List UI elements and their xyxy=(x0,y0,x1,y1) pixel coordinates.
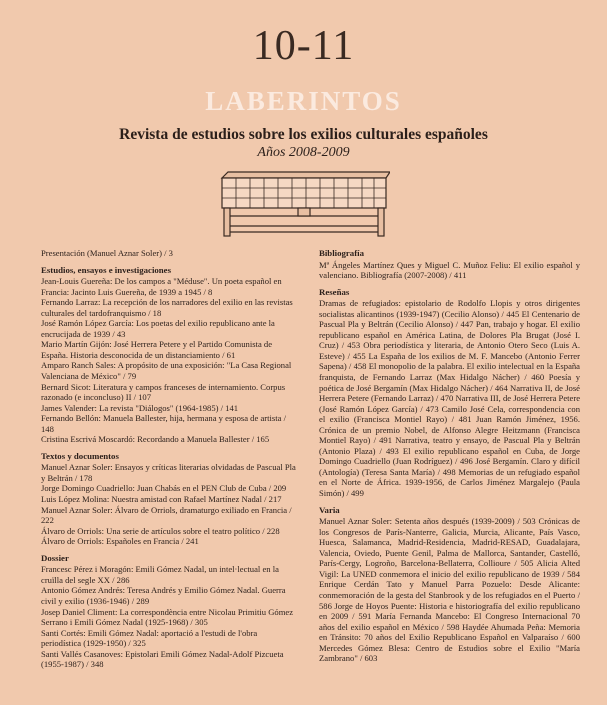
list-item: Josep Daniel Climent: La correspondència entre Nicolau Primitiu Gómez Serrano i Emili Gómez Nadal (1925-1968) / 305 xyxy=(41,606,294,628)
journal-subtitle: Revista de estudios sobre los exilios culturales españoles xyxy=(119,126,488,143)
list-item: Fernando Larraz: La recepción de los narradores del exilio en las revistas culturales del tardofranquismo / 18 xyxy=(41,297,293,318)
list-item: Manuel Aznar Soler: Álvaro de Orriols, dramaturgo exiliado en Francia / 222 xyxy=(41,504,292,526)
list-item: Álvaro de Orriols: Una serie de artículos sobre el teatro político / 228 xyxy=(41,525,280,536)
list-item: Santi Cortés: Emili Gómez Nadal: aportació a l'estudi de l'obra periodística (1929-1950) / 325 xyxy=(41,627,258,649)
list-item: Antonio Gómez Andrés: Teresa Andrés y Emilio Gómez Nadal. Guerra civil y exilio (1936-1946) / 289 xyxy=(41,585,286,606)
list-item: Dramas de refugiados: epistolario de Rodolfo Llopis y otros dirigentes socialistas alicantinos (1939-1947) (Cecilio Alonso) / 445 El Centenario de Pascual Pla y Beltrán (Cecilio Alonso) / 447 Pan, trabajo y hogar. El exilio republicano español en América Latina, de Dolores Pla Brugat (José I. Cruz) / 453 Obra periodística y literaria, de Antonio Otero Seco (Luis A. Esteve) / 455 La España de los exilios de M. F. Mancebo (Antonio Ferrer Sapena) / 458 El monopolio de la palabra. El exilio intelectual en la España franquista, de Fernando Larraz (Max Hidalgo Nácher) / 460 Poesía y poética de José Bergamín (Max Hidalgo Nácher) / 464 Narrativa II, de José Herrera Petere (Fernando Larraz) / 470 Narrativa III, de José Herrera Petere (José Ramón López García) / 473 Camilo José Cela, correspondencia con el exilio (Francisca Montiel Rayo) / 481 Juan Ramón Jiménez, 1956. Crónica de un premio Nobel, de Alfonso Alegre Heitzmann (Francisca Montiel Rayo) / 491 Narrativa, teatro y ensayo, de Pascual Pla y Beltrán (Antonio Plaza) / 493 El exilio republicano español en Cuba, de Jorge Domingo Cuadriello (Juan Rodríguez) / 496 José Bergamín. Claro y difícil (Antología) (Teresa Santa María) / 498 Memorias de un refugiado español en el Norte de África. 1939-1956, de Carlos Jiménez Margalejo (Paula Simón) / 499 xyxy=(319,298,581,499)
list-item: Cristina Escrivá Moscardó: Recordando a Manuela Ballester / 165 xyxy=(41,434,270,445)
journal-years: Años 2008-2009 xyxy=(257,145,350,160)
list-item: Amparo Ranch Sales: A propósito de una exposición: "La Casa Regional Valenciana de México" / 79 xyxy=(41,360,292,382)
list-item: James Valender: La revista "Diálogos" (1964-1985) / 141 xyxy=(41,402,239,413)
list-item: Manuel Aznar Soler: Setenta años después (1939-2009) / 503 Crónicas de los Congresos de París-Nanterre, Galicia, Murcia, Alicante, País Vasco, Huesca, Salamanca, Madrid-Residencia, Madrid-RESAD, Guadalajara, Valencia, Oviedo, Puente Genil, Palma de Mallorca, Santander, Castelló, París-Cergy, Logroño, Barcelona-Bellaterra, Collioure / 505 Alicia Alted Vigil: La UNED conmemora el inicio del exilio republicano de 1939 / 584 Enrique Cerdán Tato y Manuel Parra Pozuelo: Desde Alicante: conmemoración de la gesta del Stanbrook y de los refugiados en el Puerto / 586 Jorge de Hoyos Puente: Historia e historiografía del exilio republicano en 2009 / 591 María Fernanda Mancebo: El Congreso Internacional 70 años del exilio español en México / 598 Haydée Ahumada Peña: Memoria en Tránsito: 70 años del Exilio Republicano Español en Valparaíso / 600 Mercedes Gómez Blesa: Centro de Estudios sobre el Exilio "María Zambrano" / 603 xyxy=(319,516,580,664)
right-column xyxy=(319,248,580,664)
list-item: Mario Martín Gijón: José Herrera Petere y el Partido Comunista de España. Historia desconocida de un distanciamiento / 61 xyxy=(41,339,273,360)
library-shelf-illustration-icon xyxy=(218,170,390,238)
presentation-entry: Presentación (Manuel Aznar Soler) / 3 xyxy=(41,248,173,258)
list-item: Álvaro de Orriols: Españoles en Francia / 241 xyxy=(41,536,199,547)
list-item: José Ramón López García: Los poetas del exilio republicano ante la encrucijada de 1939 / 43 xyxy=(41,318,275,339)
journal-title: LABERINTOS xyxy=(205,86,402,116)
list-item: Jorge Domingo Cuadriello: Juan Chabás en el PEN Club de Cuba / 209 xyxy=(41,483,287,494)
list-item: Francesc Pérez i Moragón: Emili Gómez Nadal, un intel·lectual en la cruïlla del segle XX / 286 xyxy=(41,564,279,585)
list-item: Santi Vallés Casanoves: Epistolari Emili Gómez Nadal-Adolf Pizcueta (1955-1987) / 348 xyxy=(41,648,284,670)
list-item: Bernard Sicot: Literatura y campos franceses de internamiento. Corpus razonado (e inconcluso) II / 107 xyxy=(41,381,286,403)
left-column xyxy=(41,248,299,670)
section-heading: Reseñas xyxy=(319,286,350,297)
volume-number: 10-11 xyxy=(252,23,355,69)
section-heading: Varia xyxy=(319,504,340,515)
section-heading: Dossier xyxy=(41,552,69,563)
list-item: Luis López Molina: Nuestra amistad con Rafael Martínez Nadal / 217 xyxy=(41,494,282,505)
section-heading: Textos y documentos xyxy=(41,450,119,461)
section-heading: Estudios, ensayos e investigaciones xyxy=(41,264,172,275)
list-item: Manuel Aznar Soler: Ensayos y críticas literarias olvidadas de Pascual Pla y Beltrán / 178 xyxy=(41,462,296,483)
list-item: Mª Ángeles Martínez Ques y Miguel C. Muñoz Feliu: El exilio español y valenciano. Bibliografía (2007-2008) / 411 xyxy=(319,259,580,281)
list-item: Jean-Louis Guereña: De los campos a "Méduse". Un poeta español en Francia: Jacinto Luis Guereña, de 1939 a 1945 / 8 xyxy=(41,276,282,297)
list-item: Fernando Bellón: Manuela Ballester, hija, hermana y esposa de artista / 148 xyxy=(41,413,286,434)
section-heading: Bibliografía xyxy=(319,248,364,258)
